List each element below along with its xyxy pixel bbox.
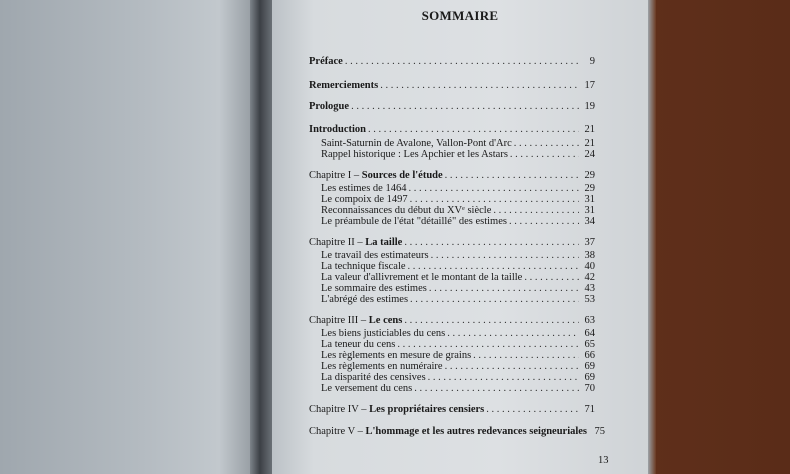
toc-entry-prefix: L'abrégé des estimes [321,294,409,305]
toc-entry-prefix: Les biens justiciables du cens [321,328,446,339]
toc-entry-heading: Préface [309,56,343,67]
toc-page-number: 31 [584,205,595,216]
toc-entry [309,170,595,182]
toc-entry-prefix: Reconnaissances du début du XVᵉ siècle [321,205,492,216]
toc-entry [309,101,595,113]
toc-entry-prefix: Le préambule de l'état "détaillé" des estimes [321,216,507,227]
toc-page-number: 24 [584,149,595,160]
toc-entry [309,237,595,249]
toc-entry [309,80,595,92]
toc-page-number: 70 [584,383,595,394]
toc-entry-prefix: La teneur du cens [321,339,396,350]
dot-leader [380,80,579,92]
toc-entry-prefix: Chapitre V – [309,426,366,437]
toc-entry-prefix: Les estimes de 1464 [321,183,407,194]
toc-entry-prefix: Chapitre IV – [309,404,370,415]
toc-page-number: 42 [584,272,595,283]
toc-page-number: 19 [584,101,595,112]
toc-entry [321,294,595,306]
toc-entry-heading: Remerciements [309,80,379,91]
toc-entry-prefix: Le travail des estimateurs [321,250,429,261]
toc-entry-label [309,80,378,92]
toc-entry-label [321,294,408,306]
toc-page-number: 40 [584,261,595,272]
dot-leader [510,149,579,161]
dot-leader [414,383,579,395]
page-number: 13 [598,455,609,466]
toc-entry [321,383,595,395]
toc-entry-label [309,237,402,249]
toc-entry-prefix: Saint-Saturnin de Avalone, Vallon-Pont d'Arc [321,138,512,149]
toc-entry-prefix: Les règlements en mesure de grains [321,350,472,361]
toc-page-number: 53 [584,294,595,305]
toc-entry-label [309,101,349,113]
toc-entry-prefix: Le compoix de 1497 [321,194,408,205]
toc-entry [321,216,595,228]
toc-entry-prefix: La technique fiscale [321,261,406,272]
dot-leader [404,237,579,249]
toc-entry-heading: La taille [365,237,403,248]
toc-entry-prefix: La valeur d'allivrement et le montant de la taille [321,272,523,283]
toc-entry [309,56,595,68]
dot-leader [351,101,579,113]
toc-page-number: 71 [584,404,595,415]
toc-entry-label [321,149,508,161]
toc-entry-prefix: Chapitre II – [309,237,366,248]
toc-page-number: 29 [584,170,595,181]
toc-page-number: 65 [584,339,595,350]
dot-leader [509,216,579,228]
toc-entry-heading: Sources de l'étude [361,170,443,181]
toc-entry-prefix: Le sommaire des estimes [321,283,427,294]
toc-page-number: 75 [594,426,606,437]
toc-entry-prefix: Les règlements en numéraire [321,361,443,372]
toc-page-number: 66 [584,350,595,361]
toc-page-number: 38 [584,250,595,261]
toc-entry-prefix: La disparité des censives [321,372,426,383]
toc-entry-heading: L'hommage et les autres redevances seigneuriales [365,426,588,437]
toc-page-number: 9 [589,56,595,67]
toc-page-number: 43 [584,283,595,294]
toc-page-number: 69 [584,361,595,372]
left-page [0,0,258,474]
toc-page-number: 21 [584,138,595,149]
toc-entry [309,124,595,136]
toc-page-number: 69 [584,372,595,383]
toc-entry-label [309,124,366,136]
toc-page-number: 34 [584,216,595,227]
toc-entry-label [309,404,484,416]
dot-leader [445,170,579,182]
toc-entry-prefix: Chapitre I – [309,170,362,181]
toc-entry-label [309,315,402,327]
toc-page-number: 29 [584,183,595,194]
page-edge [648,0,656,474]
toc-entry-prefix: Le versement du cens [321,383,413,394]
dot-leader [486,404,579,416]
page-title: SOMMAIRE [421,8,499,23]
toc-entry-label [309,170,443,182]
toc-entry-heading: Les propriétaires censiers [369,404,485,415]
toc-entry-heading: Le cens [368,315,403,326]
toc-entry-label [309,56,343,68]
toc-entry-heading: Prologue [309,101,350,112]
toc-entry [309,426,606,438]
toc-entry-prefix: Rappel historique : Les Apchier et les Astars [321,149,508,160]
toc-page-number: 17 [584,80,595,91]
toc-page-number: 64 [584,328,595,339]
toc-entry-label [321,383,412,395]
toc-page-number: 37 [584,237,595,248]
dot-leader [410,294,579,306]
toc-entry-prefix: Chapitre III – [309,315,369,326]
toc-entry-heading: Introduction [309,124,366,135]
dot-leader [404,315,579,327]
dot-leader [345,56,579,68]
toc-entry [309,315,595,327]
toc-entry [309,404,595,416]
toc-entry-label [309,426,587,438]
toc-page-number: 21 [584,124,595,135]
toc-entry-label [321,216,507,228]
dot-leader [368,124,579,136]
toc-page-number: 63 [584,315,595,326]
toc-entry [321,149,595,161]
toc-page-number: 31 [584,194,595,205]
book-gutter [250,0,272,474]
